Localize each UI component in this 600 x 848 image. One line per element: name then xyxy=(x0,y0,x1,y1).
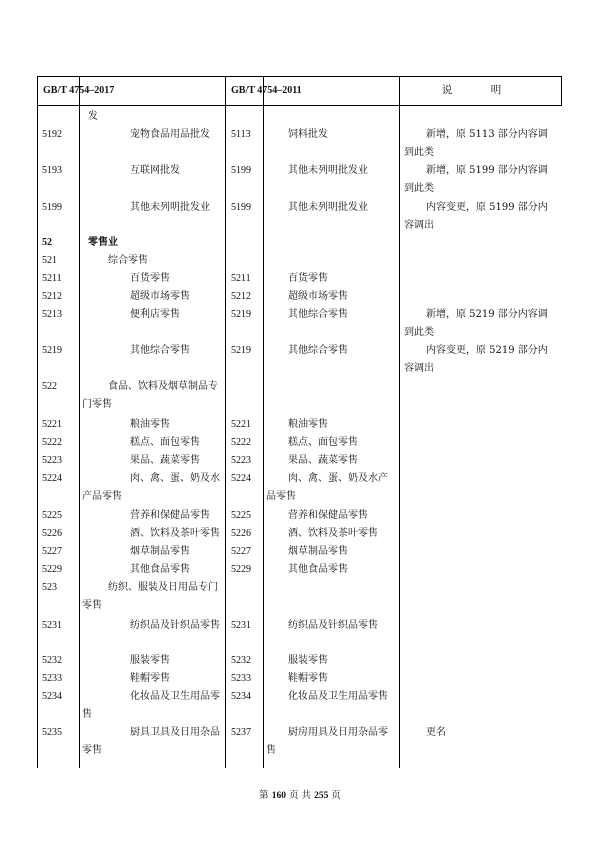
old-category-name: 服装零售 xyxy=(288,655,328,666)
new-code: 5192 xyxy=(42,129,62,140)
old-code: 5231 xyxy=(231,620,251,631)
old-code: 5223 xyxy=(231,455,251,466)
old-code: 5232 xyxy=(231,655,251,666)
new-category-name: 烟草制品零售 xyxy=(130,546,190,557)
new-category-name: 零售业 xyxy=(88,237,118,248)
new-category-name: 服装零售 xyxy=(130,655,170,666)
old-category-name: 纺织品及针织品零售 xyxy=(288,620,378,631)
new-code: 5193 xyxy=(42,165,62,176)
old-code: 5221 xyxy=(231,419,251,430)
col-divider-remarks xyxy=(399,76,400,768)
new-category-name: 食品、饮料及烟草制品专门零售 xyxy=(82,381,218,410)
remark-text: 内容变更，原 5199 部分内容调出 xyxy=(404,202,548,231)
new-code: 52 xyxy=(42,237,52,248)
remark-text: 内容变更，原 5219 部分内容调出 xyxy=(404,345,548,374)
remark-text: 更名 xyxy=(426,727,446,738)
new-category-name: 纺织品及针织品零售 xyxy=(130,620,220,631)
new-code: 5224 xyxy=(42,473,62,484)
footer-total-suffix: 页 xyxy=(331,790,341,801)
new-code: 5223 xyxy=(42,455,62,466)
new-category-name: 酒、饮料及茶叶零售 xyxy=(130,528,220,539)
old-code: 5227 xyxy=(231,546,251,557)
new-code: 5231 xyxy=(42,620,62,631)
page-footer xyxy=(0,787,600,801)
old-code: 5212 xyxy=(231,291,251,302)
old-category-name: 厨房用具及日用杂品零售 xyxy=(266,727,388,756)
old-category-name: 其他未列明批发业 xyxy=(288,165,368,176)
old-category-name: 烟草制品零售 xyxy=(288,546,348,557)
old-category-name: 百货零售 xyxy=(288,273,328,284)
col-divider-old-start xyxy=(225,76,226,768)
new-code: 522 xyxy=(42,381,57,392)
old-category-name: 酒、饮料及茶叶零售 xyxy=(288,528,378,539)
new-code: 5235 xyxy=(42,727,62,738)
new-code: 5212 xyxy=(42,291,62,302)
new-code: 5219 xyxy=(42,345,62,356)
footer-page-label: 第 xyxy=(259,790,269,801)
new-category-name: 便利店零售 xyxy=(130,309,180,320)
new-category-name: 化妆品及卫生用品零售 xyxy=(82,691,220,720)
old-code: 5211 xyxy=(231,273,251,284)
col-divider-old-code xyxy=(263,76,264,768)
old-category-name: 营养和保健品零售 xyxy=(288,510,368,521)
new-category-name: 综合零售 xyxy=(108,255,148,266)
new-code: 5221 xyxy=(42,419,62,430)
footer-total-pages: 255 xyxy=(314,791,329,801)
old-category-name: 糕点、面包零售 xyxy=(288,437,358,448)
new-code: 523 xyxy=(42,582,57,593)
new-category-name: 粮油零售 xyxy=(130,419,170,430)
header-old-standard: GB/T 4754–2011 xyxy=(231,85,302,96)
remark-text: 新增，原 5219 部分内容调到此类 xyxy=(404,309,548,338)
header-new-standard: GB/T 4754–2017 xyxy=(43,85,115,96)
old-category-name: 超级市场零售 xyxy=(288,291,348,302)
remark-text: 新增，原 5199 部分内容调到此类 xyxy=(404,165,548,194)
new-category-name: 宠物食品用品批发 xyxy=(130,129,210,140)
new-category-name: 其他综合零售 xyxy=(130,345,190,356)
new-category-name: 其他未列明批发业 xyxy=(130,202,210,213)
old-code: 5199 xyxy=(231,165,251,176)
new-category-name: 肉、禽、蛋、奶及水产品零售 xyxy=(82,473,220,502)
footer-page-number: 160 xyxy=(271,791,286,801)
new-code: 5222 xyxy=(42,437,62,448)
new-category-name: 超级市场零售 xyxy=(130,291,190,302)
old-code: 5233 xyxy=(231,673,251,684)
old-code: 5219 xyxy=(231,345,251,356)
new-code: 5234 xyxy=(42,691,62,702)
old-category-name: 化妆品及卫生用品零售 xyxy=(288,691,388,702)
new-category-name: 鞋帽零售 xyxy=(130,673,170,684)
old-category-name: 肉、禽、蛋、奶及水产品零售 xyxy=(266,473,388,502)
old-code: 5224 xyxy=(231,473,251,484)
new-code: 5199 xyxy=(42,202,62,213)
new-category-name: 百货零售 xyxy=(130,273,170,284)
new-code: 5229 xyxy=(42,564,62,575)
new-code: 5213 xyxy=(42,309,62,320)
new-category-name: 发 xyxy=(88,111,98,122)
new-code: 5211 xyxy=(42,273,62,284)
new-category-name: 营养和保健品零售 xyxy=(130,510,210,521)
old-category-name: 饲料批发 xyxy=(288,129,328,140)
old-code: 5113 xyxy=(231,129,251,140)
old-code: 5199 xyxy=(231,202,251,213)
new-code: 5225 xyxy=(42,510,62,521)
header-right-border xyxy=(561,76,562,106)
new-category-name: 糕点、面包零售 xyxy=(130,437,200,448)
old-code: 5237 xyxy=(231,727,251,738)
old-code: 5219 xyxy=(231,309,251,320)
old-category-name: 其他未列明批发业 xyxy=(288,202,368,213)
new-category-name: 果品、蔬菜零售 xyxy=(130,455,200,466)
new-category-name: 纺织、服装及日用品专门零售 xyxy=(82,582,218,611)
old-category-name: 其他食品零售 xyxy=(288,564,348,575)
col-divider-left xyxy=(37,76,38,768)
new-code: 5226 xyxy=(42,528,62,539)
new-category-name: 互联网批发 xyxy=(130,165,180,176)
new-code: 5233 xyxy=(42,673,62,684)
old-code: 5234 xyxy=(231,691,251,702)
old-category-name: 其他综合零售 xyxy=(288,345,348,356)
old-category-name: 粮油零售 xyxy=(288,419,328,430)
old-category-name: 鞋帽零售 xyxy=(288,673,328,684)
old-code: 5222 xyxy=(231,437,251,448)
footer-page-suffix: 页 xyxy=(288,790,299,801)
remark-text: 新增，原 5113 部分内容调到此类 xyxy=(404,129,548,158)
footer-total-label: 共 xyxy=(301,790,312,801)
new-category-name: 其他食品零售 xyxy=(130,564,190,575)
new-code: 5232 xyxy=(42,655,62,666)
old-category-name: 果品、蔬菜零售 xyxy=(288,455,358,466)
old-code: 5229 xyxy=(231,564,251,575)
header-remarks: 说 明 xyxy=(441,85,520,96)
col-divider-new-code xyxy=(79,76,80,768)
old-code: 5225 xyxy=(231,510,251,521)
old-category-name: 其他综合零售 xyxy=(288,309,348,320)
new-code: 5227 xyxy=(42,546,62,557)
old-code: 5226 xyxy=(231,528,251,539)
new-code: 521 xyxy=(42,255,57,266)
new-category-name: 厨具卫具及日用杂品零售 xyxy=(82,727,220,756)
